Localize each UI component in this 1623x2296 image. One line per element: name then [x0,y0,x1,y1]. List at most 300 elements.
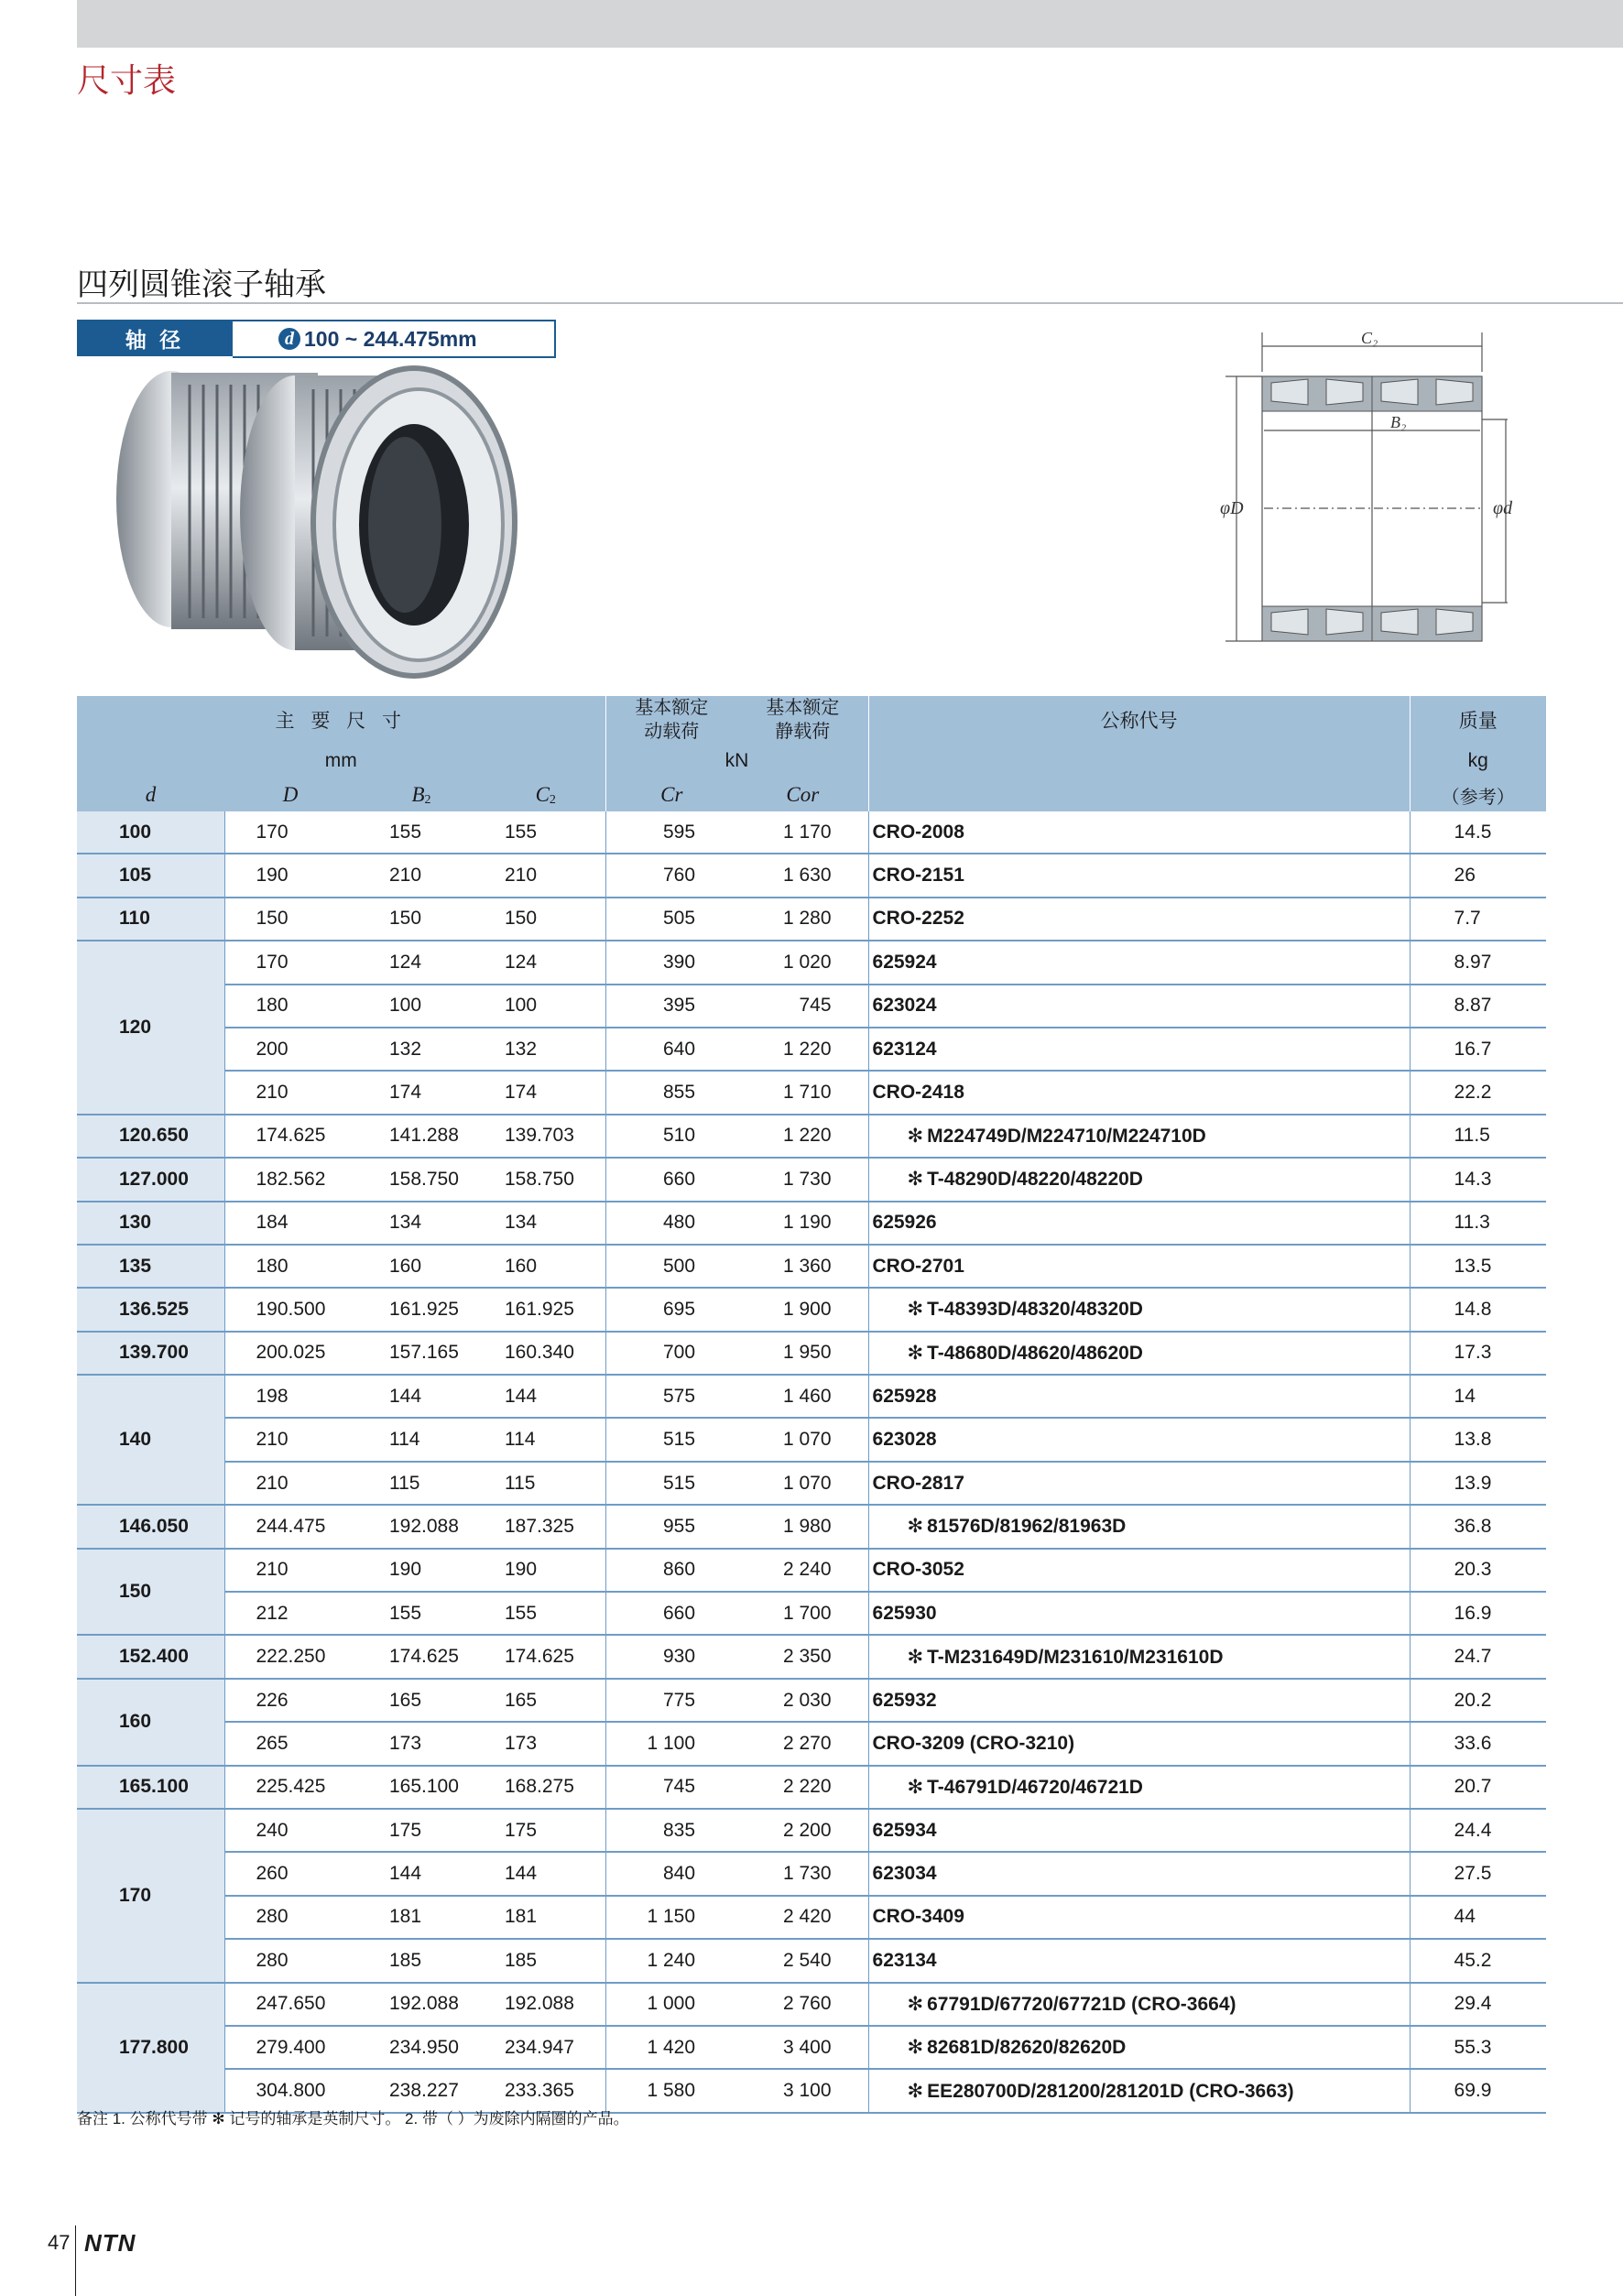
cell-D: 190.500 [224,1288,356,1331]
cell-mass: 14.3 [1410,1158,1546,1201]
bore-d-cell: 136.525 [77,1288,224,1331]
cell-D: 182.562 [224,1158,356,1201]
designation-text: 625926 [872,1212,937,1234]
cell-D: 170 [224,941,356,984]
bearing-cross-section-drawing [1207,330,1541,652]
cell-D: 170 [224,811,356,854]
cell-B2: 157.165 [356,1332,486,1375]
cell-Cor: 3 400 [737,2026,868,2069]
cell-D: 265 [224,1722,356,1765]
cell-Cr: 575 [605,1375,737,1418]
designation-text: CRO-2817 [872,1472,964,1494]
cell-D: 280 [224,1896,356,1939]
designation-cell [868,1852,1410,1895]
cell-Cr: 1 000 [605,1983,737,2026]
cell-Cor: 1 700 [737,1592,868,1635]
cell-D: 210 [224,1549,356,1592]
cell-Cr: 835 [605,1809,737,1852]
designation-text: CRO-2008 [872,821,964,843]
designation-header: 公称代号 [868,696,1410,744]
cell-mass: 44 [1410,1896,1546,1939]
cell-Cr: 660 [605,1158,737,1201]
cell-D: 247.650 [224,1983,356,2026]
cell-C2: 174 [486,1071,605,1114]
cell-B2: 141.288 [356,1115,486,1158]
section-title: 尺寸表 [77,61,177,99]
cell-mass: 17.3 [1410,1332,1546,1375]
bore-d-cell: 135 [77,1245,224,1288]
cell-Cor: 2 200 [737,1809,868,1852]
cell-B2: 181 [356,1896,486,1939]
unit-kn: kN [605,744,868,778]
cell-mass: 55.3 [1410,2026,1546,2069]
designation-cell [868,1028,1410,1071]
cell-mass: 13.8 [1410,1418,1546,1461]
table-row [77,1505,1546,1548]
bore-d-cell: 160 [77,1679,224,1766]
cell-mass: 11.5 [1410,1115,1546,1158]
designation-cell [868,1158,1410,1201]
col-B2: B2 [356,778,486,811]
cell-D: 280 [224,1939,356,1982]
cell-Cor: 1 220 [737,1115,868,1158]
bearing-photo [103,362,551,684]
imperial-mark: ✻ [907,2037,924,2059]
cell-C2: 234.947 [486,2026,605,2069]
ntn-logo: NTN [84,2229,136,2257]
cell-C2: 175 [486,1809,605,1852]
table-row [77,1288,1546,1331]
cell-B2: 192.088 [356,1983,486,2026]
cell-B2: 192.088 [356,1505,486,1548]
cell-Cor: 1 950 [737,1332,868,1375]
cell-D: 200 [224,1028,356,1071]
cell-Cr: 510 [605,1115,737,1158]
cell-D: 150 [224,898,356,941]
dimension-table [77,696,1546,2114]
cell-C2: 173 [486,1722,605,1765]
cell-Cr: 640 [605,1028,737,1071]
cell-B2: 124 [356,941,486,984]
cell-Cr: 695 [605,1288,737,1331]
cell-Cr: 930 [605,1635,737,1678]
designation-text: 623134 [872,1949,937,1971]
shaft-diameter-label: 轴 径 [77,320,233,356]
table-row [77,1852,1546,1895]
cell-mass: 33.6 [1410,1722,1546,1765]
cell-C2: 210 [486,854,605,897]
cell-B2: 185 [356,1939,486,1982]
cell-Cr: 515 [605,1462,737,1505]
designation-text: 625932 [872,1689,937,1711]
cell-mass: 69.9 [1410,2069,1546,2112]
cell-C2: 168.275 [486,1766,605,1809]
cell-B2: 150 [356,898,486,941]
table-row [77,1679,1546,1722]
bore-diameter-label: φd [1493,498,1513,518]
col-Cor: Cor [737,778,868,811]
cell-mass: 20.2 [1410,1679,1546,1722]
imperial-mark: ✻ [907,1776,924,1798]
diameter-range-text: 100 ~ 244.475mm [304,326,477,351]
bore-d-cell: 105 [77,854,224,897]
cell-mass: 14.8 [1410,1288,1546,1331]
unit-mm: mm [77,744,605,778]
cell-B2: 175 [356,1809,486,1852]
cell-mass: 8.87 [1410,985,1546,1028]
designation-cell [868,1202,1410,1245]
cell-B2: 155 [356,811,486,854]
title-divider [77,302,1623,304]
cell-D: 200.025 [224,1332,356,1375]
table-row [77,1332,1546,1375]
cell-mass: 16.7 [1410,1028,1546,1071]
table-row [77,2026,1546,2069]
cell-Cr: 1 420 [605,2026,737,2069]
bore-d-cell: 170 [77,1809,224,1983]
cell-D: 184 [224,1202,356,1245]
cell-B2: 115 [356,1462,486,1505]
bore-d-cell: 152.400 [77,1635,224,1678]
table-row [77,1158,1546,1201]
designation-cell [868,2026,1410,2069]
cell-Cor: 2 030 [737,1679,868,1722]
shaft-diameter-range [233,320,556,358]
footer-divider [75,2225,76,2296]
cell-Cr: 390 [605,941,737,984]
cell-Cr: 500 [605,1245,737,1288]
designation-text: T-48680D/48620/48620D [927,1342,1143,1364]
cell-D: 210 [224,1462,356,1505]
cell-mass: 14 [1410,1375,1546,1418]
designation-text: 623024 [872,995,937,1017]
cell-Cr: 760 [605,854,737,897]
cell-Cor: 1 900 [737,1288,868,1331]
cell-B2: 144 [356,1375,486,1418]
table-row [77,1202,1546,1245]
cell-B2: 238.227 [356,2069,486,2112]
imperial-mark: ✻ [907,1125,924,1147]
cell-Cr: 745 [605,1766,737,1809]
cell-B2: 174.625 [356,1635,486,1678]
outer-diameter-label: φD [1220,498,1244,518]
cell-Cor: 2 540 [737,1939,868,1982]
cell-Cor: 2 350 [737,1635,868,1678]
cell-D: 198 [224,1375,356,1418]
bore-d-cell: 120.650 [77,1115,224,1158]
cell-Cor: 1 460 [737,1375,868,1418]
cell-D: 240 [224,1809,356,1852]
cell-Cor: 2 220 [737,1766,868,1809]
cell-B2: 144 [356,1852,486,1895]
cell-B2: 158.750 [356,1158,486,1201]
designation-text: 623034 [872,1863,937,1885]
designation-text: CRO-3409 [872,1906,964,1928]
table-row [77,1939,1546,1982]
designation-cell [868,941,1410,984]
designation-cell [868,1288,1410,1331]
cell-Cor: 2 760 [737,1983,868,2026]
cell-D: 210 [224,1418,356,1461]
cell-Cor: 1 730 [737,1852,868,1895]
imperial-mark: ✻ [907,1342,924,1364]
cell-C2: 144 [486,1852,605,1895]
designation-text: T-M231649D/M231610/M231610D [927,1646,1224,1668]
static-load-header: 基本额定 静载荷 [737,696,868,744]
imperial-mark: ✻ [907,1169,924,1191]
cell-C2: 155 [486,811,605,854]
cell-D: 225.425 [224,1766,356,1809]
cell-Cor: 2 240 [737,1549,868,1592]
cell-Cor: 1 280 [737,898,868,941]
bore-d-cell: 139.700 [77,1332,224,1375]
cell-mass: 16.9 [1410,1592,1546,1635]
table-row [77,1115,1546,1158]
designation-cell [868,1115,1410,1158]
cell-mass: 24.4 [1410,1809,1546,1852]
designation-cell [868,1809,1410,1852]
cell-B2: 132 [356,1028,486,1071]
top-band [77,0,1623,48]
cell-C2: 174.625 [486,1635,605,1678]
table-row [77,985,1546,1028]
cell-B2: 114 [356,1418,486,1461]
designation-text: T-46791D/46720/46721D [927,1776,1143,1798]
cell-Cr: 505 [605,898,737,941]
cell-C2: 160 [486,1245,605,1288]
designation-cell [868,1245,1410,1288]
bore-d-cell: 165.100 [77,1766,224,1809]
cell-mass: 20.7 [1410,1766,1546,1809]
cell-B2: 210 [356,854,486,897]
imperial-mark: ✻ [907,1516,924,1538]
table-row [77,941,1546,984]
designation-cell [868,1462,1410,1505]
cell-Cor: 1 980 [737,1505,868,1548]
cell-C2: 155 [486,1592,605,1635]
cell-Cr: 860 [605,1549,737,1592]
designation-text: CRO-2151 [872,865,964,887]
cell-C2: 165 [486,1679,605,1722]
designation-cell [868,1635,1410,1678]
cell-Cr: 595 [605,811,737,854]
cell-D: 226 [224,1679,356,1722]
c2-dim-label: C₂ [1361,330,1378,347]
table-row [77,1375,1546,1418]
cell-D: 180 [224,985,356,1028]
mass-header: 质量 [1410,696,1546,744]
cell-B2: 161.925 [356,1288,486,1331]
cell-C2: 144 [486,1375,605,1418]
bore-d-cell: 100 [77,811,224,854]
designation-text: 81576D/81962/81963D [927,1516,1127,1538]
cell-C2: 185 [486,1939,605,1982]
designation-cell [868,985,1410,1028]
cell-Cr: 700 [605,1332,737,1375]
cell-Cr: 1 580 [605,2069,737,2112]
table-row [77,1245,1546,1288]
cell-B2: 190 [356,1549,486,1592]
cell-D: 212 [224,1592,356,1635]
cell-Cor: 2 270 [737,1722,868,1765]
bore-d-cell: 150 [77,1549,224,1636]
table-row [77,1896,1546,1939]
bore-d-cell: 127.000 [77,1158,224,1201]
imperial-mark: ✻ [907,1993,924,2015]
unit-kg: kg [1410,744,1546,778]
cell-B2: 174 [356,1071,486,1114]
cell-Cr: 775 [605,1679,737,1722]
cell-C2: 132 [486,1028,605,1071]
designation-text: M224749D/M224710/M224710D [927,1125,1206,1147]
designation-cell [868,898,1410,941]
designation-text: T-48290D/48220/48220D [927,1169,1143,1191]
cell-mass: 13.5 [1410,1245,1546,1288]
designation-cell [868,1505,1410,1548]
table-row [77,1549,1546,1592]
cell-B2: 160 [356,1245,486,1288]
designation-cell [868,854,1410,897]
cell-Cor: 3 100 [737,2069,868,2112]
cell-Cr: 1 240 [605,1939,737,1982]
cell-mass: 26 [1410,854,1546,897]
cell-D: 304.800 [224,2069,356,2112]
bore-d-cell: 110 [77,898,224,941]
designation-cell [868,1332,1410,1375]
designation-text: CRO-2701 [872,1255,964,1277]
col-reference: （参考） [1410,778,1546,811]
table-row [77,1462,1546,1505]
bore-d-cell: 130 [77,1202,224,1245]
table-row [77,1028,1546,1071]
cell-Cor: 1 730 [737,1158,868,1201]
cell-Cor: 1 360 [737,1245,868,1288]
imperial-mark: ✻ [907,2080,924,2102]
col-d: d [77,778,224,811]
designation-text: CRO-3209 (CRO-3210) [872,1732,1075,1754]
designation-text: 625928 [872,1385,937,1407]
bore-d-cell: 140 [77,1375,224,1505]
cell-mass: 45.2 [1410,1939,1546,1982]
main-dimensions-header: 主 要 尺 寸 [77,696,605,744]
designation-text: 623028 [872,1429,937,1451]
bore-d-cell: 120 [77,941,224,1115]
cell-Cr: 840 [605,1852,737,1895]
cell-C2: 192.088 [486,1983,605,2026]
cell-D: 279.400 [224,2026,356,2069]
cell-Cor: 745 [737,985,868,1028]
cell-B2: 155 [356,1592,486,1635]
cell-C2: 160.340 [486,1332,605,1375]
cell-D: 244.475 [224,1505,356,1548]
imperial-mark: ✻ [907,1646,924,1668]
cell-C2: 161.925 [486,1288,605,1331]
dynamic-load-header: 基本额定 动载荷 [605,696,737,744]
cell-Cor: 1 190 [737,1202,868,1245]
cell-mass: 20.3 [1410,1549,1546,1592]
page-number: 47 [48,2231,71,2254]
col-Cr: Cr [605,778,737,811]
cell-C2: 124 [486,941,605,984]
cell-C2: 150 [486,898,605,941]
cell-Cor: 1 710 [737,1071,868,1114]
product-title: 四列圆锥滚子轴承 [77,267,326,302]
cell-C2: 187.325 [486,1505,605,1548]
table-row [77,854,1546,897]
designation-cell [868,1766,1410,1809]
cell-B2: 165 [356,1679,486,1722]
cell-C2: 181 [486,1896,605,1939]
table-row [77,1766,1546,1809]
cell-B2: 100 [356,985,486,1028]
cell-Cor: 1 220 [737,1028,868,1071]
imperial-mark: ✻ [907,1299,924,1321]
designation-text: EE280700D/281200/281201D (CRO-3663) [927,2080,1294,2102]
cell-C2: 139.703 [486,1115,605,1158]
table-row [77,1983,1546,2026]
designation-cell [868,1071,1410,1114]
designation-text: 625934 [872,1819,937,1841]
designation-text: 67791D/67720/67721D (CRO-3664) [927,1993,1236,2015]
cell-Cor: 1 170 [737,811,868,854]
cell-C2: 190 [486,1549,605,1592]
bore-d-cell: 146.050 [77,1505,224,1548]
designation-cell [868,811,1410,854]
col-C2: C2 [486,778,605,811]
designation-text: 625924 [872,951,937,973]
designation-cell [868,1896,1410,1939]
designation-cell [868,1679,1410,1722]
table-row [77,811,1546,854]
cell-Cr: 955 [605,1505,737,1548]
cell-Cr: 480 [605,1202,737,1245]
cell-mass: 14.5 [1410,811,1546,854]
cell-Cr: 1 150 [605,1896,737,1939]
table-row [77,1071,1546,1114]
cell-Cr: 1 100 [605,1722,737,1765]
designation-text: 625930 [872,1602,937,1624]
cell-B2: 134 [356,1202,486,1245]
cell-D: 180 [224,1245,356,1288]
cell-B2: 173 [356,1722,486,1765]
cell-Cr: 660 [605,1592,737,1635]
col-D: D [224,778,356,811]
cell-C2: 158.750 [486,1158,605,1201]
cell-Cor: 1 070 [737,1418,868,1461]
cell-mass: 8.97 [1410,941,1546,984]
cell-Cor: 1 020 [737,941,868,984]
cell-mass: 13.9 [1410,1462,1546,1505]
designation-text: CRO-3052 [872,1559,964,1581]
designation-cell [868,1375,1410,1418]
designation-cell [868,1592,1410,1635]
designation-cell [868,1549,1410,1592]
designation-text: T-48393D/48320/48320D [927,1299,1143,1321]
cell-C2: 134 [486,1202,605,1245]
cell-D: 222.250 [224,1635,356,1678]
cell-B2: 165.100 [356,1766,486,1809]
b2-dim-label: B₂ [1390,413,1407,431]
cell-Cor: 2 420 [737,1896,868,1939]
designation-text: 82681D/82620/82620D [927,2037,1127,2059]
table-row [77,898,1546,941]
footnote: 备注 1. 公称代号带 ✻ 记号的轴承是英制尺寸。 2. 带（ ）为废除内隔圈的产品。 [77,2110,629,2127]
table-row [77,1592,1546,1635]
cell-D: 260 [224,1852,356,1895]
designation-cell [868,1418,1410,1461]
designation-text: CRO-2252 [872,908,964,930]
cell-D: 190 [224,854,356,897]
